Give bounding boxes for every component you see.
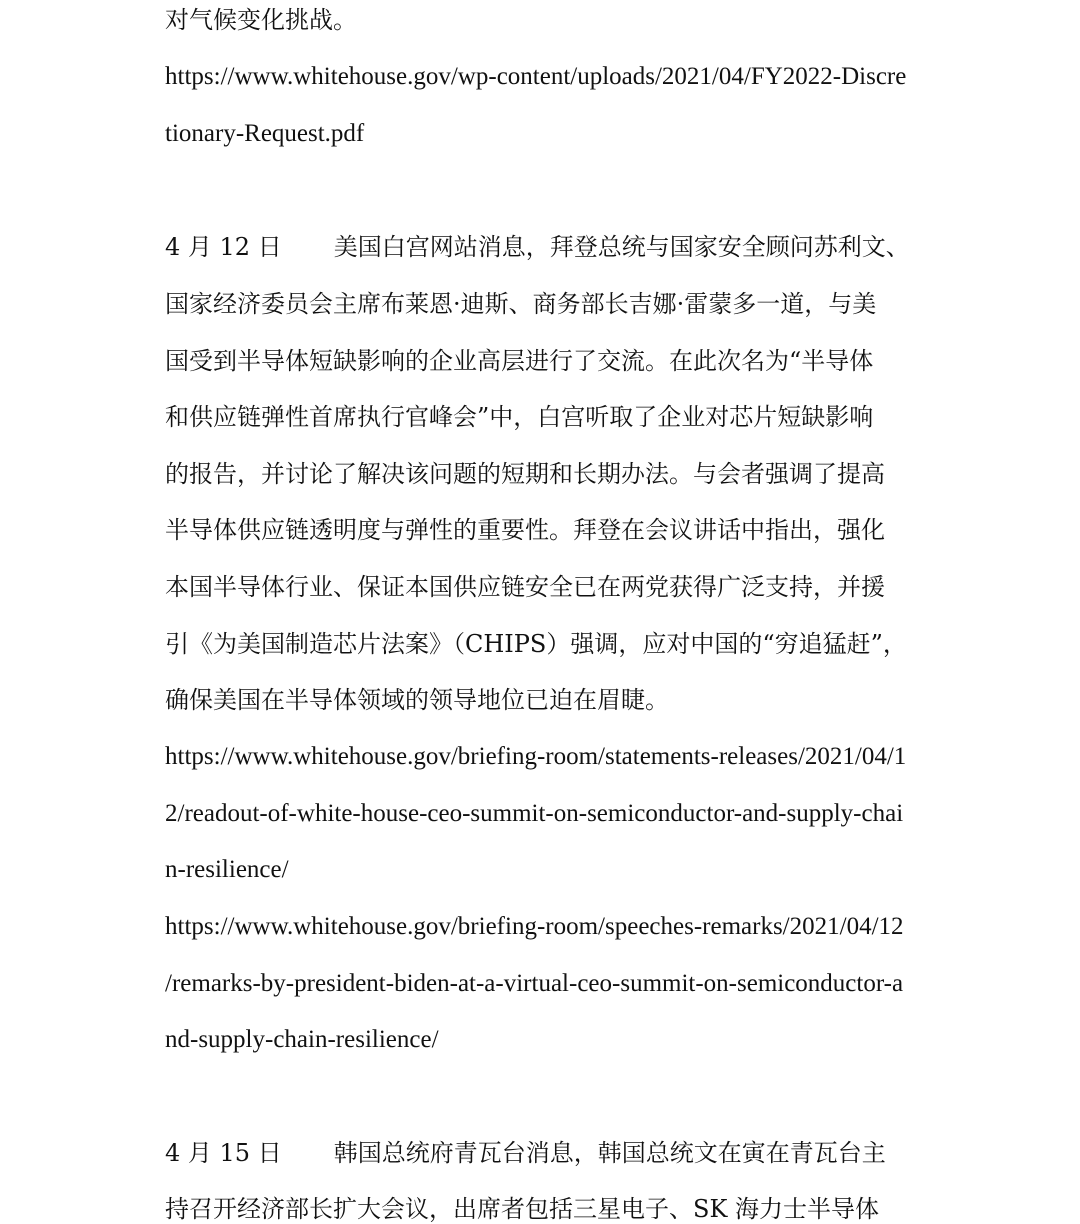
entry-text-line: 持召开经济部长扩大会议，出席者包括三星电子、SK 海力士半导体 bbox=[165, 1195, 879, 1223]
source-url-line[interactable]: https://www.whitehouse.gov/briefing-room/statements-releases/2021/04/1 bbox=[165, 743, 907, 770]
paragraph-fragment: 对气候变化挑战。 bbox=[165, 6, 357, 34]
entry-text-line: 国家经济委员会主席布莱恩·迪斯、商务部长吉娜·雷蒙多一道，与美 bbox=[165, 290, 877, 318]
entry-text-line: 半导体供应链透明度与弹性的重要性。拜登在会议讲话中指出，强化 bbox=[165, 516, 885, 544]
source-url-line[interactable]: nd-supply-chain-resilience/ bbox=[165, 1026, 439, 1053]
source-url-line[interactable]: 2/readout-of-white-house-ceo-summit-on-semiconductor-and-supply-chai bbox=[165, 800, 904, 827]
entry-text-line: 引《为美国制造芯片法案》（CHIPS）强调，应对中国的“穷追猛赶”， bbox=[165, 630, 907, 658]
entry-text: 韩国总统府青瓦台消息，韩国总统文在寅在青瓦台主 bbox=[333, 1139, 886, 1167]
entry-apr12-first-line bbox=[165, 227, 917, 267]
entry-date: 4 月 15 日 bbox=[165, 1139, 282, 1167]
entry-text-line: 本国半导体行业、保证本国供应链安全已在两党获得广泛支持，并援 bbox=[165, 573, 885, 601]
entry-apr15-first-line bbox=[165, 1133, 917, 1173]
entry-text-line: 和供应链弹性首席执行官峰会”中，白宫听取了企业对芯片短缺影响 bbox=[165, 403, 874, 431]
source-url-line[interactable]: tionary-Request.pdf bbox=[165, 120, 365, 147]
source-url-line[interactable]: n-resilience/ bbox=[165, 856, 289, 883]
entry-text-line: 国受到半导体短缺影响的企业高层进行了交流。在此次名为“半导体 bbox=[165, 347, 874, 375]
entry-date: 4 月 12 日 bbox=[165, 233, 282, 261]
source-url-line[interactable]: https://www.whitehouse.gov/wp-content/uploads/2021/04/FY2022-Discre bbox=[165, 63, 907, 90]
entry-text-line: 的报告，并讨论了解决该问题的短期和长期办法。与会者强调了提高 bbox=[165, 460, 885, 488]
source-url-line[interactable]: /remarks-by-president-biden-at-a-virtual-ceo-summit-on-semiconductor-a bbox=[165, 970, 904, 997]
entry-text: 美国白宫网站消息，拜登总统与国家安全顾问苏利文、 bbox=[333, 233, 910, 261]
source-url-line[interactable]: https://www.whitehouse.gov/briefing-room/speeches-remarks/2021/04/12 bbox=[165, 913, 904, 940]
entry-text-line: 确保美国在半导体领域的领导地位已迫在眉睫。 bbox=[165, 686, 669, 714]
